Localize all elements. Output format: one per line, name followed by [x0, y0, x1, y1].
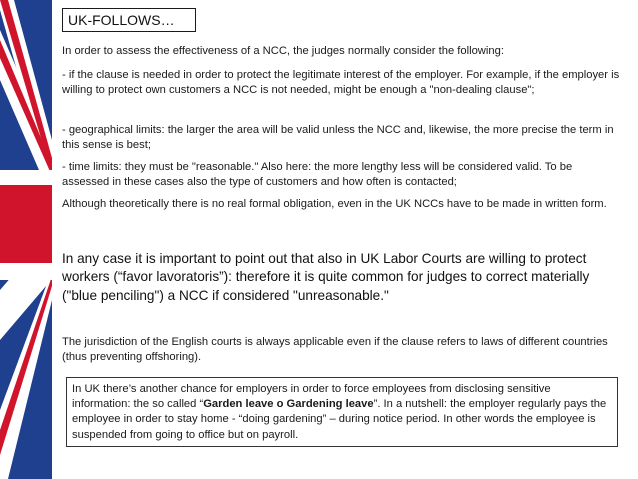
jurisdiction-text: The jurisdiction of the English courts is always applicable even if the clause refers to laws of different countries (thus preventing offshoring).	[62, 336, 608, 364]
garden-leave-text-before: In UK there’s another chance for employers in order to force employees from disclosing sensitive information: the so called “	[72, 383, 551, 411]
garden-leave-term: Garden leave o Gardening leave	[203, 398, 374, 411]
labor-courts-text: In any case it is important to point out that also in UK Labor Courts are willing to protect workers (“favor lavoratoris”): therefore it is quite common for judges to correct materially ("blue penciling") a NCC if considered "unreasonable."	[62, 251, 590, 303]
union-jack-flag	[0, 0, 52, 479]
geographical-criterion: - geographical limits: the larger the area will be valid unless the NCC and, likewise, the more precise the term in this sense is best;	[62, 124, 614, 152]
written-form-text: Although theoretically there is no real formal obligation, even in the UK NCCs have to be made in written form.	[62, 198, 607, 210]
slide-title: UK-FOLLOWS…	[62, 8, 196, 32]
time-criterion: - time limits: they must be "reasonable." Also here: the more lengthy less will be considered valid. To be assessed in these cases also the type of customers and how often is contacted;	[62, 161, 573, 189]
clause-criterion: - if the clause is needed in order to protect the legitimate interest of the employer. For example, if the employer is willing to protect own customers a NCC is not needed, might be enough a "non-dealing clause";	[62, 69, 620, 97]
garden-leave-text-after: ”. In a nutshell: the employer regularly pays the employee in order to stay home - “doing gardening” – during notice period. In other words the employee is suspended from going to office but on payroll.	[72, 398, 607, 441]
intro-text: In order to assess the effectiveness of a NCC, the judges normally consider the following:	[62, 45, 504, 57]
garden-leave-box	[66, 377, 618, 447]
